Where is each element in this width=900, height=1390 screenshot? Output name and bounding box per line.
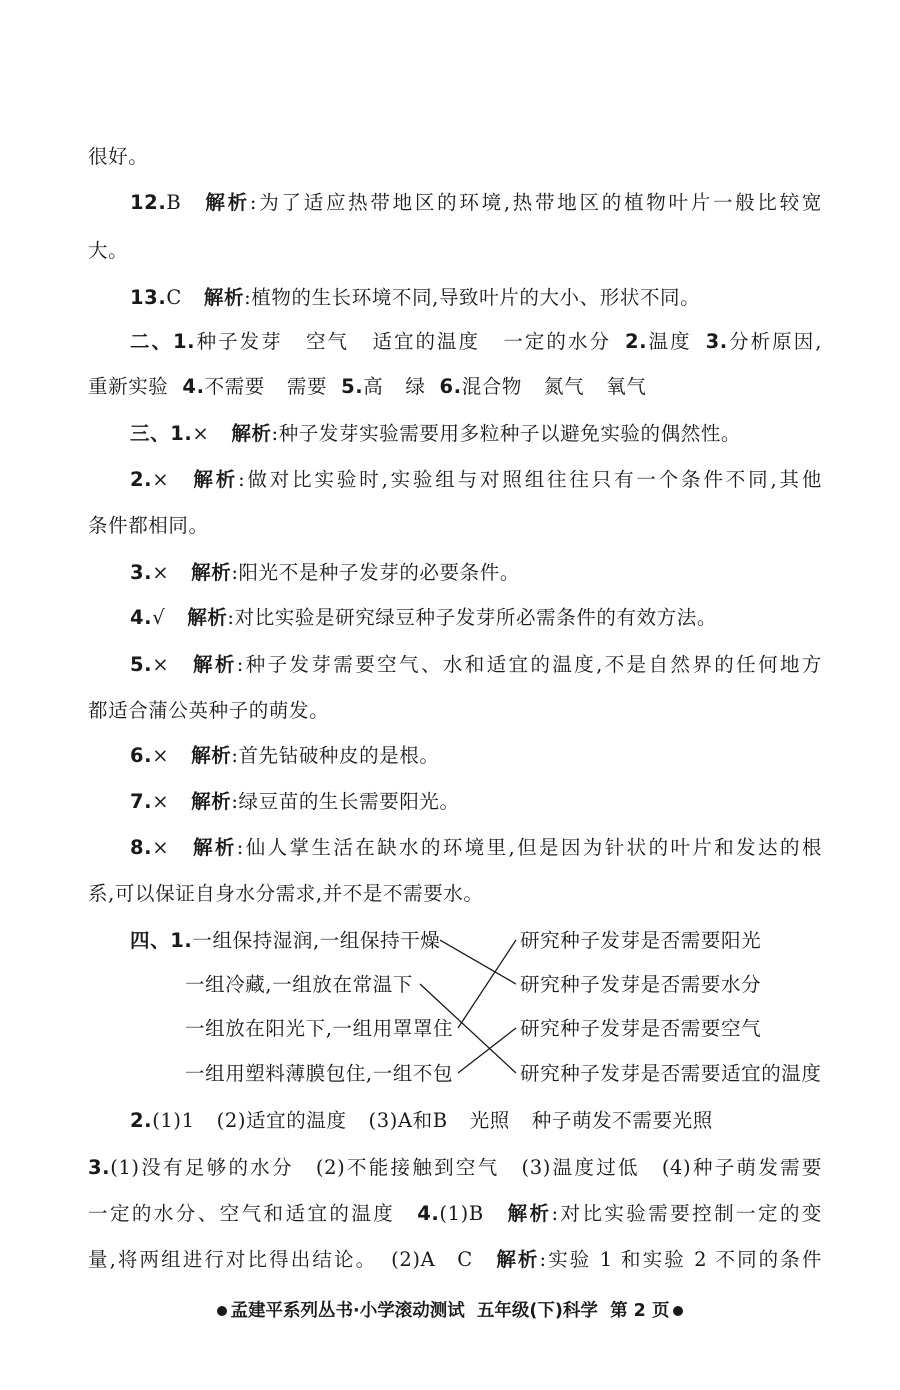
match-line-4 xyxy=(458,1028,516,1073)
section-3-item-7: 7.× 解析:绿豆苗的生长需要阳光。 xyxy=(130,790,460,813)
section-2-line-2: 重新实验 4.不需要 需要 5.高 绿 6.混合物 氮气 氧气 xyxy=(88,375,647,398)
match-right-1: 研究种子发芽是否需要阳光 xyxy=(520,929,762,952)
section-2-line-1: 二、1.种子发芽 空气 适宜的温度 一定的水分 2.温度 3.分析原因, xyxy=(130,330,822,353)
match-line-2 xyxy=(420,984,516,1073)
match-right-3: 研究种子发芽是否需要空气 xyxy=(520,1017,762,1040)
section-3-item-1: 三、1.× 解析:种子发芽实验需要用多粒种子以避免实验的偶然性。 xyxy=(130,422,742,445)
match-left-3: 一组放在阳光下,一组用罩罩住 xyxy=(185,1017,454,1040)
answer-q12: 12.B 解析:为了适应热带地区的环境,热带地区的植物叶片一般比较宽 xyxy=(130,191,823,214)
page-footer: 孟建平系列丛书·小学滚动测试 五年级(下)科学 第 2 页 xyxy=(0,1298,900,1324)
match-left-1: 四、1.一组保持湿润,一组保持干燥 xyxy=(130,929,441,952)
match-left-4: 一组用塑料薄膜包住,一组不包 xyxy=(185,1062,454,1085)
section-4-item-3-cont: 一定的水分、空气和适宜的温度 4.(1)B 解析:对比实验需要控制一定的变 xyxy=(88,1202,822,1225)
section-3-item-8-cont: 系,可以保证自身水分需求,并不是不需要水。 xyxy=(88,882,484,905)
text-line: 很好。 xyxy=(88,145,149,168)
section-4-item-3: 3.(1)没有足够的水分 (2)不能接触到空气 (3)温度过低 (4)种子萌发需要 xyxy=(88,1156,823,1179)
section-3-item-4: 4.√ 解析:对比实验是研究绿豆种子发芽所必需条件的有效方法。 xyxy=(130,606,717,629)
match-line-3 xyxy=(458,940,516,1028)
section-3-item-2: 2.× 解析:做对比实验时,实验组与对照组往往只有一个条件不同,其他 xyxy=(130,468,822,491)
page-number: 2 xyxy=(633,1301,646,1321)
section-3-item-5-cont: 都适合蒲公英种子的萌发。 xyxy=(88,699,330,722)
match-right-2: 研究种子发芽是否需要水分 xyxy=(520,973,762,996)
answer-q13: 13.C 解析:植物的生长环境不同,导致叶片的大小、形状不同。 xyxy=(130,286,701,309)
match-right-4: 研究种子发芽是否需要适宜的温度 xyxy=(520,1062,822,1085)
bullet-dot-icon xyxy=(673,1306,683,1316)
section-3-item-3: 3.× 解析:阳光不是种子发芽的必要条件。 xyxy=(130,561,520,584)
answer-q12-cont: 大。 xyxy=(88,239,129,262)
section-3-item-6: 6.× 解析:首先钻破种皮的是根。 xyxy=(130,744,440,767)
section-4-item-4-cont: 量,将两组进行对比得出结论。 (2)A C 解析:实验 1 和实验 2 不同的条件 xyxy=(88,1248,822,1271)
section-3-item-5: 5.× 解析:种子发芽需要空气、水和适宜的温度,不是自然界的任何地方 xyxy=(130,653,822,676)
section-4-item-2: 2.(1)1 (2)适宜的温度 (3)A和B 光照 种子萌发不需要光照 xyxy=(130,1109,713,1132)
section-3-item-2-cont: 条件都相同。 xyxy=(88,514,209,537)
bullet-dot-icon xyxy=(217,1306,227,1316)
match-line-1 xyxy=(440,940,516,984)
match-left-2: 一组冷藏,一组放在常温下 xyxy=(185,973,413,996)
section-3-item-8: 8.× 解析:仙人掌生活在缺水的环境里,但是因为针状的叶片和发达的根 xyxy=(130,836,822,859)
